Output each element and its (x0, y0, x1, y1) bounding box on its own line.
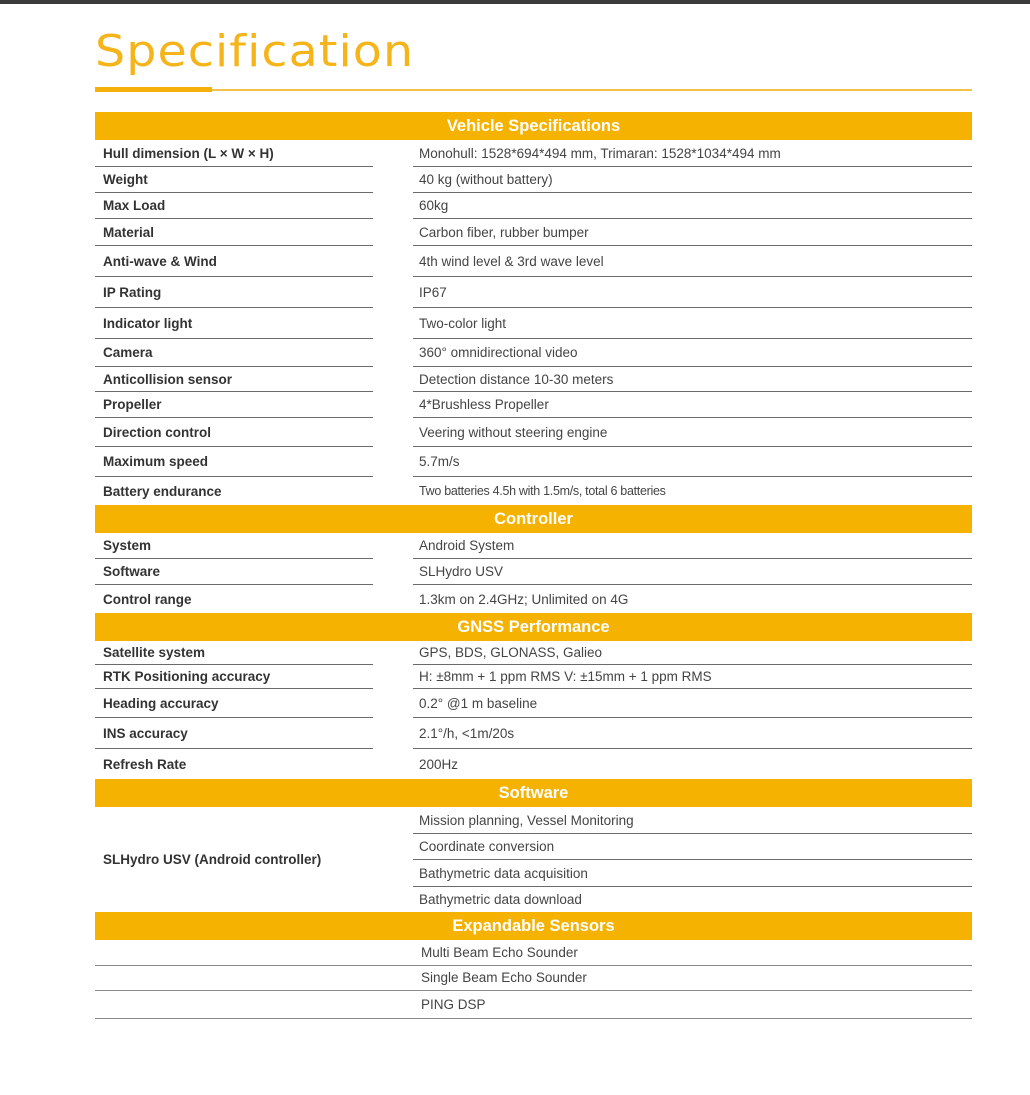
spec-row (95, 689, 972, 718)
spec-label: IP Rating (95, 277, 373, 308)
spec-label: Direction control (95, 418, 373, 447)
section-header-vehicle: Vehicle Specifications (95, 112, 972, 140)
spec-row (95, 749, 972, 779)
spec-value: Two batteries 4.5h with 1.5m/s, total 6 batteries (419, 484, 666, 498)
software-item: Mission planning, Vessel Monitoring (413, 807, 972, 834)
spec-table (95, 112, 972, 1019)
spec-label: Battery endurance (103, 483, 222, 499)
spec-value: IP67 (413, 277, 972, 308)
spec-label: INS accuracy (95, 718, 373, 749)
software-item: Coordinate conversion (413, 834, 972, 860)
sensor-row: Single Beam Echo Sounder (95, 966, 972, 992)
spec-value: SLHydro USV (413, 559, 972, 585)
spec-value: Two-color light (413, 308, 972, 339)
spec-row (95, 665, 972, 689)
spec-label: Software (95, 559, 373, 585)
page-title: Specification (95, 26, 415, 77)
spec-value: H: ±8mm + 1 ppm RMS V: ±15mm + 1 ppm RMS (413, 665, 972, 689)
section-header-software: Software (95, 779, 972, 807)
sensor-row: PING DSP (95, 991, 972, 1019)
section-header-sensors: Expandable Sensors (95, 912, 972, 940)
spec-label: Satellite system (95, 641, 373, 665)
spec-row (95, 533, 972, 559)
spec-label: Heading accuracy (95, 689, 373, 718)
spec-label: Weight (95, 167, 373, 193)
sensor-row: Multi Beam Echo Sounder (95, 940, 972, 966)
spec-value: Carbon fiber, rubber bumper (413, 219, 972, 246)
spec-row (95, 339, 972, 367)
spec-row (95, 246, 972, 277)
spec-row (95, 559, 972, 585)
spec-value: 5.7m/s (413, 447, 972, 477)
vehicle-rows (95, 140, 972, 505)
spec-label: Material (95, 219, 373, 246)
spec-label: Anti-wave & Wind (95, 246, 373, 277)
spec-label: System (95, 533, 373, 559)
spec-label: Control range (103, 591, 192, 607)
software-item: Bathymetric data acquisition (413, 860, 972, 887)
controller-rows (95, 533, 972, 613)
spec-label: Hull dimension (L × W × H) (95, 140, 373, 167)
spec-value: 4th wind level & 3rd wave level (413, 246, 972, 277)
spec-value: 2.1°/h, <1m/20s (413, 718, 972, 749)
spec-row (95, 477, 972, 505)
spec-label: Maximum speed (95, 447, 373, 477)
spec-value: 1.3km on 2.4GHz; Unlimited on 4G (419, 591, 629, 607)
top-bar (0, 0, 1030, 4)
software-label: SLHydro USV (Android controller) (103, 852, 322, 867)
spec-value: GPS, BDS, GLONASS, Galieo (413, 641, 972, 665)
software-group (95, 807, 972, 912)
spec-row (95, 367, 972, 392)
spec-value: 200Hz (419, 756, 459, 772)
spec-label: Camera (95, 339, 373, 367)
spec-value: Android System (413, 533, 972, 559)
spec-label: Indicator light (95, 308, 373, 339)
spec-row (95, 718, 972, 749)
spec-row (95, 392, 972, 418)
software-values (413, 807, 972, 912)
spec-row (95, 219, 972, 246)
spec-row (95, 418, 972, 447)
spec-value: 360° omnidirectional video (413, 339, 972, 367)
spec-row (95, 308, 972, 339)
gnss-rows (95, 641, 972, 779)
title-underline (95, 89, 972, 91)
section-header-controller: Controller (95, 505, 972, 533)
spec-label: Anticollision sensor (95, 367, 373, 392)
section-header-gnss: GNSS Performance (95, 613, 972, 641)
software-item: Bathymetric data download (419, 892, 582, 907)
spec-label: Max Load (95, 193, 373, 219)
spec-value: Monohull: 1528*694*494 mm, Trimaran: 1528*1034*494 mm (413, 140, 972, 167)
spec-row (95, 193, 972, 219)
spec-row (95, 140, 972, 167)
spec-row (95, 641, 972, 665)
spec-value: 40 kg (without battery) (413, 167, 972, 193)
spec-label: Refresh Rate (103, 756, 187, 772)
spec-row (95, 447, 972, 477)
title-underline-accent (95, 87, 212, 92)
spec-value: 4*Brushless Propeller (413, 392, 972, 418)
spec-label: Propeller (95, 392, 373, 418)
spec-row (95, 167, 972, 193)
spec-row (95, 585, 972, 613)
spec-value: Detection distance 10-30 meters (413, 367, 972, 392)
spec-value: Veering without steering engine (413, 418, 972, 447)
spec-value: 0.2° @1 m baseline (413, 689, 972, 718)
spec-row (95, 277, 972, 308)
spec-value: 60kg (413, 193, 972, 219)
spec-label: RTK Positioning accuracy (95, 665, 373, 689)
